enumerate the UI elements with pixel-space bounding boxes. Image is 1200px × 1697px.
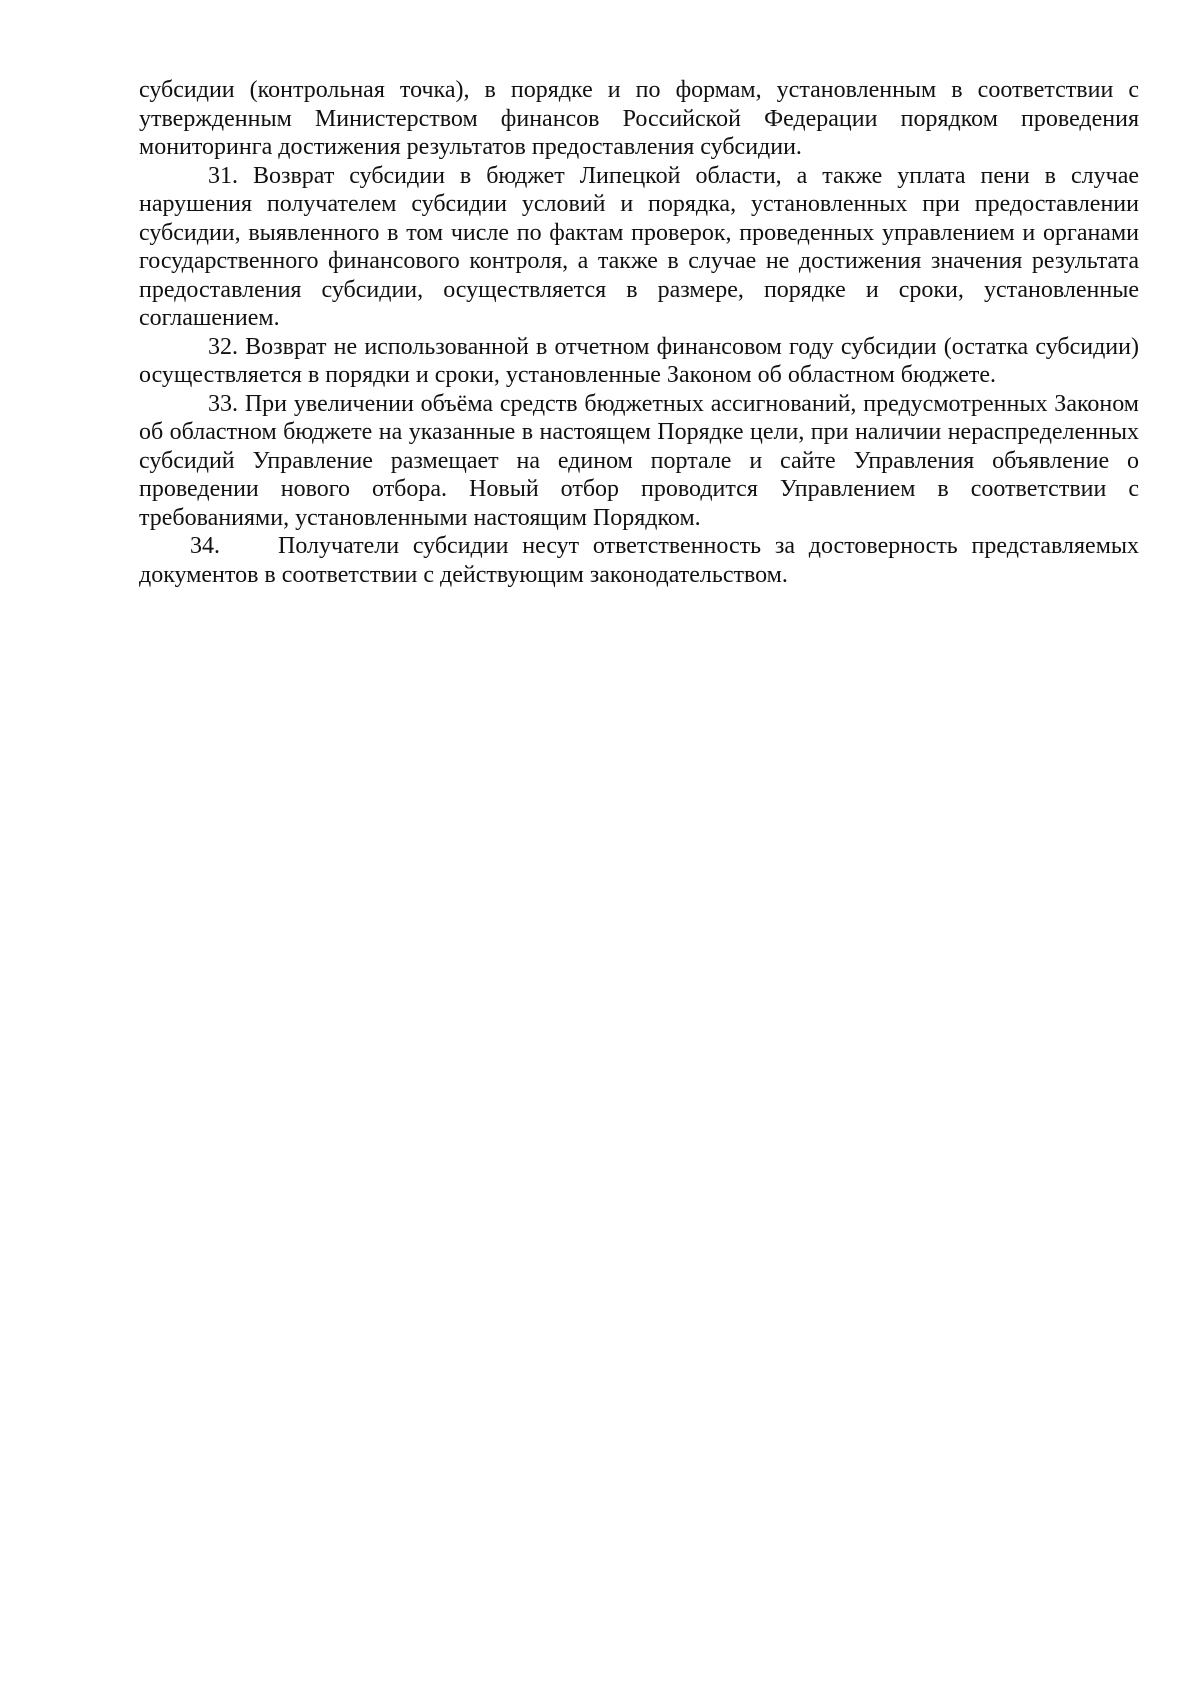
paragraph-32: 32. Возврат не использованной в отчетном финансовом году субсидии (остатка субсидии) осуществляется в порядки и сроки, установленные Законом об областном бюджете. bbox=[139, 333, 1139, 388]
paragraph-31: 31. Возврат субсидии в бюджет Липецкой области, а также уплата пени в случае нарушения получателем субсидии условий и порядка, установленных при предоставлении субсидии, выявленного в том числе по фактам проверок, проведенных управлением и органами государственного финансового контроля, а также в случае не достижения значения результата предоставления субсидии, осуществляется в размере, порядке и сроки, установленные соглашением. bbox=[139, 162, 1139, 331]
paragraph-34-number: 34. bbox=[190, 533, 220, 559]
paragraph-continuation: субсидии (контрольная точка), в порядке и по формам, установленным в соответствии с утвержденным Министерством финансов Российской Федерации порядком проведения мониторинга достижения результатов предоставления субсидии. bbox=[139, 77, 1139, 160]
document-body bbox=[139, 76, 1139, 589]
paragraph-34 bbox=[139, 532, 1139, 589]
paragraph-34-text: Получатели субсидии несут ответственность за достоверность представляемых документов в соответствии с действующим законодательством. bbox=[139, 533, 1139, 588]
paragraph-33: 33. При увеличении объёма средств бюджетных ассигнований, предусмотренных Законом об областном бюджете на указанные в настоящем Порядке цели, при наличии нераспределенных субсидий Управление размещает на едином портале и сайте Управления объявление о проведении нового отбора. Новый отбор проводится Управлением в соответствии с требованиями, установленными настоящим Порядком. bbox=[139, 390, 1139, 531]
